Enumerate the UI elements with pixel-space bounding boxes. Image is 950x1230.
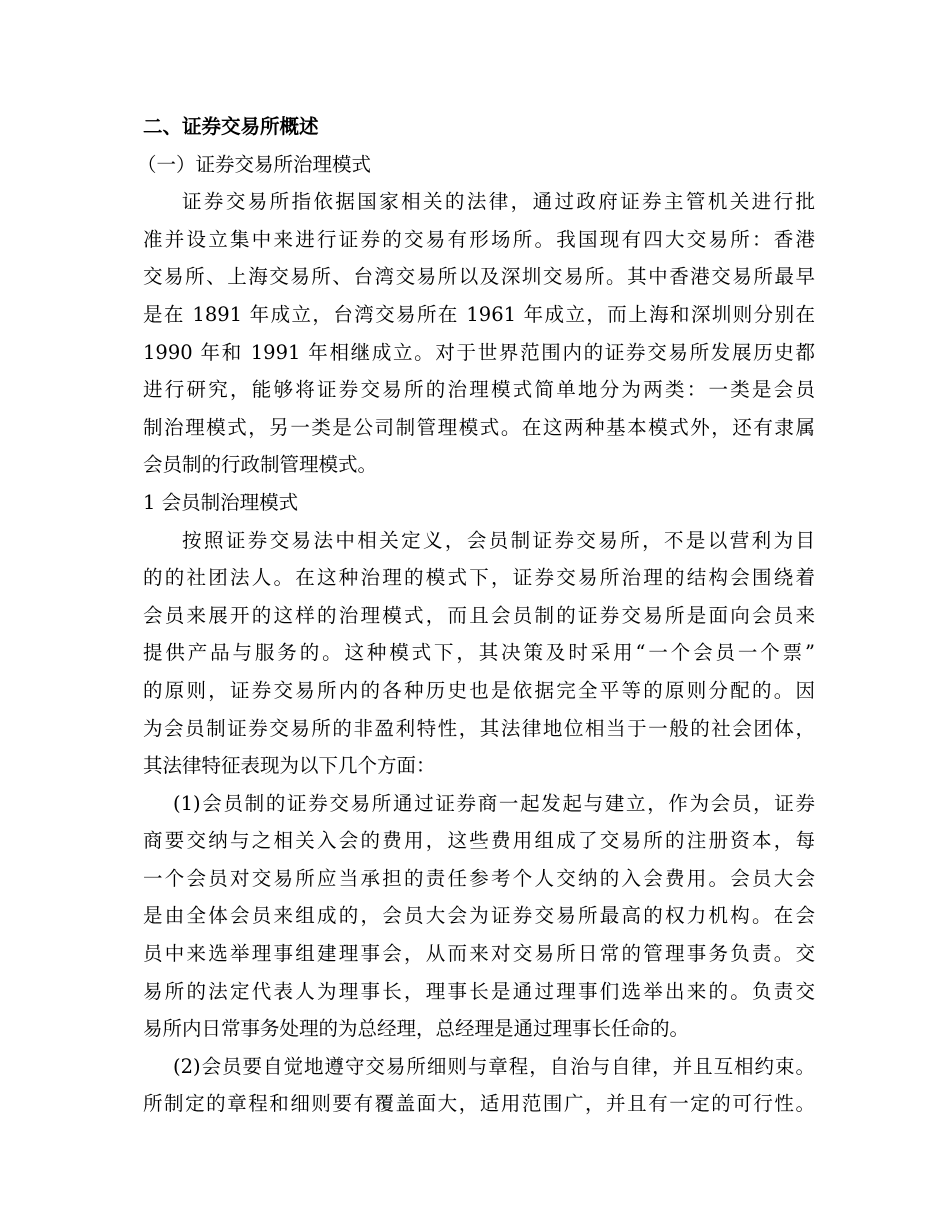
paragraph-line: 一个会员对交易所应当承担的责任参考个人交纳的入会费用。会员大会	[143, 866, 815, 890]
document-body	[137, 108, 815, 1123]
paragraph-line: (2)会员要自觉地遵守交易所细则与章程，自治与自律，并且互相约束。	[173, 1054, 815, 1078]
paragraph-line: 会员制的行政制管理模式。	[143, 453, 378, 477]
paragraph-membership-definition	[143, 522, 815, 785]
paragraph-line: 是由全体会员来组成的，会员大会为证券交易所最高的权力机构。在会	[143, 904, 815, 928]
paragraph-line: 的的社团法人。在这种治理的模式下，证券交易所治理的结构会围绕着	[143, 566, 815, 590]
paragraph-feature-2	[143, 1048, 815, 1123]
paragraph-overview	[143, 183, 815, 484]
paragraph-line: 按照证券交易法中相关定义，会员制证券交易所，不是以营利为目	[182, 528, 815, 552]
paragraph-line: 提供产品与服务的。这种模式下，其决策及时采用“一个会员一个票”	[143, 641, 815, 665]
subsection-title: （一）证券交易所治理模式	[137, 152, 372, 176]
paragraph-line: 交易所、上海交易所、台湾交易所以及深圳交易所。其中香港交易所最早	[143, 265, 815, 289]
paragraph-line: 1990 年和 1991 年相继成立。对于世界范围内的证券交易所发展历史都	[143, 340, 815, 364]
paragraph-line: 商要交纳与之相关入会的费用，这些费用组成了交易所的注册资本，每	[143, 829, 815, 853]
paragraph-line: 的原则，证券交易所内的各种历史也是依据完全平等的原则分配的。因	[143, 678, 815, 702]
paragraph-line: 所制定的章程和细则要有覆盖面大，适用范围广，并且有一定的可行性。	[143, 1092, 815, 1116]
paragraph-line: 易所的法定代表人为理事长，理事长是通过理事们选举出来的。负责交	[143, 979, 815, 1003]
paragraph-line: 是在 1891 年成立，台湾交易所在 1961 年成立，而上海和深圳则分别在	[143, 302, 815, 326]
paragraph-feature-1	[143, 785, 815, 1048]
heading-membership-model: 1 会员制治理模式	[143, 490, 299, 514]
paragraph-line: 易所内日常事务处理的为总经理，总经理是通过理事长任命的。	[143, 1017, 690, 1041]
paragraph-line: 进行研究，能够将证券交易所的治理模式简单地分为两类：一类是会员	[143, 378, 815, 402]
paragraph-line: 员中来选举理事组建理事会，从而来对交易所日常的管理事务负责。交	[143, 942, 815, 966]
paragraph-line: 其法律特征表现为以下几个方面：	[143, 754, 436, 778]
section-title: 二、证券交易所概述	[143, 115, 319, 138]
paragraph-line: 制治理模式，另一类是公司制管理模式。在这两种基本模式外，还有隶属	[143, 415, 815, 439]
paragraph-line: (1)会员制的证券交易所通过证券商一起发起与建立，作为会员，证券	[173, 791, 815, 815]
paragraph-line: 证券交易所指依据国家相关的法律，通过政府证券主管机关进行批	[182, 190, 815, 214]
paragraph-line: 为会员制证券交易所的非盈利特性，其法律地位相当于一般的社会团体，	[143, 716, 815, 740]
paragraph-line: 准并设立集中来进行证券的交易有形场所。我国现有四大交易所：香港	[143, 227, 815, 251]
paragraph-line: 会员来展开的这样的治理模式，而且会员制的证券交易所是面向会员来	[143, 603, 815, 627]
